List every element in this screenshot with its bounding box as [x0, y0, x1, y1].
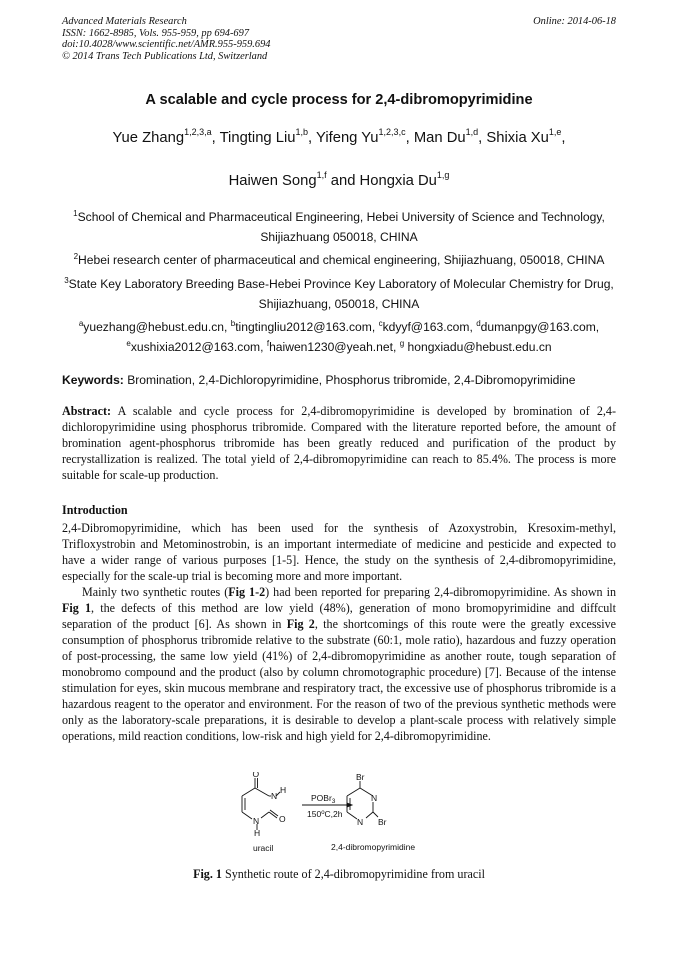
- start-compound-label: uracil: [253, 843, 274, 853]
- abstract-text: A scalable and cycle process for 2,4-dibromopyrimidine is developed by bromination of 2,4-dichloropyrimidine using phosphorus tribromide. Compared with the literature reported before, the amount of bromination agent-phosphorus tribromide has been greatly reduced and purification of the product by recrystallization is realized. The total yield of 2,4-dibromopyrimidine can reach to 85.4%. The process is more suitable for scale-up production.: [62, 404, 616, 482]
- figure-caption-text: Synthetic route of 2,4-dibromopyrimidine from uracil: [221, 867, 485, 881]
- atom-label: H: [280, 785, 287, 795]
- figure-caption: [0, 867, 678, 882]
- atom-label: N: [271, 791, 278, 801]
- email-link[interactable]: hongxiadu@hebust.edu.cn: [404, 340, 552, 354]
- email-link[interactable]: dumanpgy@163.com,: [480, 320, 600, 334]
- journal-copyright: © 2014 Trans Tech Publications Ltd, Switzerland: [62, 50, 268, 62]
- email-link[interactable]: kdyyf@163.com,: [382, 320, 477, 334]
- keywords-text: Bromination, 2,4-Dichloropyrimidine, Phosphorus tribromide, 2,4-Dibromopyrimidine: [123, 373, 576, 387]
- keywords: [62, 373, 616, 387]
- affiliation-text: School of Chemical and Pharmaceutical Engineering, Hebei University of Science and Technology, Shijiazhuang 050018, CHINA: [77, 210, 605, 244]
- fig-ref: Fig 2: [286, 617, 315, 631]
- journal-header: [62, 16, 616, 62]
- atom-label: H: [254, 828, 261, 838]
- email-link[interactable]: xushixia2012@163.com,: [130, 340, 267, 354]
- intro-paragraph-1: 2,4-Dibromopyrimidine, which has been used for the synthesis of Azoxystrobin, Kresoxim-methyl, Trifloxystrobin and Metominostrobin, is an important intermediate of medicine and pesticide and expected to have a wider range of various purposes [1-5]. Hence, the study on the synthesis of 2,4-dibromopyrimidine, especially for the scale-up trial is becoming more and more important.: [62, 521, 616, 583]
- online-date: Online: 2014-06-18: [533, 16, 616, 27]
- atom-label: N: [371, 793, 378, 803]
- author-sup: 1,2,3,c: [378, 127, 406, 137]
- affiliation-sup: 3: [64, 276, 69, 285]
- affiliation-text: Hebei research center of pharmaceutical and chemical engineering, Shijiazhuang, 050018, CHINA: [78, 253, 605, 267]
- author-name: Man Du: [413, 130, 466, 146]
- paper-title: A scalable and cycle process for 2,4-dibromopyrimidine: [145, 92, 533, 108]
- author-emails: $^a$yuezhang@hebust.edu.cn, $^b$tingtingliu2012@163.com, $^c$kdyyf@163.com, $^d$dumanpgy@163.com, $^e$xushixia2012@163.com, $^f$haiwen1230@yeah.net, $^g$ hongxiadu@hebust.edu.cn: [78, 319, 600, 354]
- author-sup: 1,d: [465, 127, 479, 137]
- fig-ref: Fig 1-2: [228, 585, 266, 599]
- intro-paragraph-2: Mainly two synthetic routes (Fig 1-2) had been reported for preparing 2,4-dibromopyrimidine. As shown in Fig 1, the defects of this method are low yield (48%), generation of mono bromopyrimidine and diffcult separation of the product [6]. As shown in Fig 2, the shortcomings of this route were the greatly excessive consumption of phosphorus tribromide relative to the substrate (60:1, mole ratio), hazardous and fuzzy operation of post-processing, the same low yield (41%) of 2,4-dibromopyrimidine as another route, tough separation of monobromo compound and the product (also by column chromotographic procedure) [7]. Because of the intense stimulation for eyes, skin mucous membrane and respiratory tract, the excessive use of phosphorus tribromide is a hazardous reagent to the operator and environment. For the reason of two of the previous synthetic methods were only as the laboratory-scale preparations, it is desirable to develop a plant-scale process with relatively simple operations, mild reaction conditions, low-risk and high yield for 2,4-dibromopyrimidine.: [62, 585, 617, 743]
- email-link[interactable]: haiwen1230@yeah.net,: [269, 340, 400, 354]
- reaction-arrow: [302, 803, 352, 807]
- keywords-label: Keywords:: [62, 373, 124, 387]
- author-sup: 1,2,3,a: [184, 127, 212, 137]
- author-sup: 1,b: [295, 127, 309, 137]
- atom-label: Br: [356, 772, 365, 782]
- atom-label: Br: [378, 817, 387, 827]
- author-name: Hongxia Du: [359, 173, 437, 189]
- journal-issn: ISSN: 1662-8985, Vols. 955-959, pp 694-697: [62, 27, 250, 39]
- affiliation-sup: 2: [73, 252, 79, 261]
- affiliation-text: State Key Laboratory Breeding Base-Hebei Province Key Laboratory of Molecular Chemistry for Drug, Shijiazhuang, 050018, CHINA: [68, 277, 614, 311]
- uracil-structure: [242, 778, 280, 830]
- product-compound-label: 2,4-dibromopyrimidine: [331, 842, 416, 852]
- atom-label: N: [357, 817, 364, 827]
- author-line-1: Yue Zhang$^{1,2,3,a}$, Tingting Liu$^{1,b}$, Yifeng Yu$^{1,2,3,c}$, Man Du$^{1,d}$, Shixia Xu$^{1,e}$,: [112, 127, 566, 146]
- author-name: Yue Zhang: [112, 130, 185, 146]
- author-sup: 1,e: [548, 127, 562, 137]
- journal-doi: doi:10.4028/www.scientific.net/AMR.955-959.694: [62, 39, 271, 51]
- journal-name: Advanced Materials Research: [62, 16, 187, 27]
- author-sup: 1,f: [316, 170, 327, 180]
- author-name: Tingting Liu: [219, 130, 296, 146]
- abstract: [62, 403, 616, 483]
- conditions-label: 150$^o$C,2h: [307, 809, 343, 819]
- fig-ref: Fig 1: [62, 601, 92, 615]
- abstract-label: Abstract:: [62, 404, 112, 418]
- atom-label: O: [279, 814, 286, 824]
- figure-label: Fig. 1: [193, 867, 222, 881]
- affiliation-3: [50, 274, 628, 314]
- introduction-body: [62, 520, 616, 744]
- section-heading-introduction: Introduction: [62, 503, 128, 517]
- affiliation-2: [50, 250, 628, 270]
- email-link[interactable]: tingtingliu2012@163.com,: [235, 320, 379, 334]
- email-link[interactable]: yuezhang@hebust.edu.cn,: [83, 320, 231, 334]
- author-name: Yifeng Yu: [316, 130, 379, 146]
- atom-label: N: [253, 816, 260, 826]
- affiliation-sup: 1: [73, 209, 78, 218]
- author-name: Haiwen Song: [228, 173, 317, 189]
- atom-label: O: [252, 772, 260, 779]
- reagent-label: POBr$_3$: [311, 793, 336, 805]
- author-sup: 1,g: [436, 170, 450, 180]
- reaction-scheme: [225, 772, 455, 854]
- author-name: Shixia Xu: [486, 130, 549, 146]
- affiliation-1: [50, 207, 628, 247]
- author-line-2: Haiwen Song$^{1,f}$ and Hongxia Du$^{1,g}$: [228, 170, 450, 189]
